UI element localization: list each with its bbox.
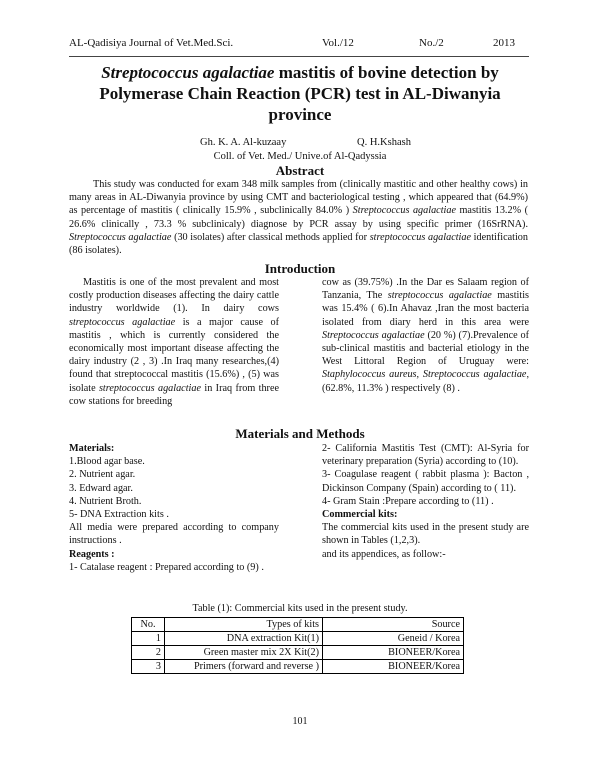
intro-right-4: , (62.8%, 11.3% ) respectively (8) . [322,369,529,394]
abstract-part2: mastitis 13.2% ( 26.6% clinically , 73.3 % subclinicaly) diagnose by PCR assay by using specific primer (16SrRNA). [69,205,528,230]
commercial-kits-heading: Commercial kits: [322,509,398,521]
intro-left-2: is a major cause of mastitis , which is currently considered the economically most important disease affecting the dairy industry (2 , 3) .In Iraq many researches,(4) found that streptococcal mastitis (15.6%) , (5) was isolate [69,316,279,394]
page-number: 101 [292,716,308,727]
table-row [132,632,464,646]
journal-name: AL-Qadisiya Journal of Vet.Med.Sci. [69,37,234,49]
table-row [132,660,464,674]
intro-left-species-1: streptococcus agalactiae [69,316,176,328]
abstract-heading: Abstract [275,163,325,178]
author-first: Gh. K. A. Al-kuzaay [200,137,287,148]
header-rule [69,56,529,57]
col-header-no: No. [132,618,165,632]
material-item: 4. Nutrient Broth. [69,495,142,507]
col-header-source: Source [323,618,464,632]
col-header-type: Types of kits [165,618,323,632]
cell-no: 2 [132,646,165,660]
media-note: All media were prepared according to company instructions . [69,522,279,547]
material-item: 1.Blood agar base. [69,456,145,468]
cell-source: BIONEER/Korea [323,660,464,674]
abstract-species-1: Streptococcus agalactiae [352,205,456,217]
affiliation: Coll. of Vet. Med./ Unive.of Al-Qadyssia [213,151,387,162]
intro-left-1: Mastitis is one of the most prevalent and most costly production diseases affecting the dairy cattle industry worldwide (1). In dairy cows [69,277,279,315]
intro-left-species-2: streptococcus agalactiae [98,382,201,394]
table-header-row [132,618,464,632]
cell-no: 1 [132,632,165,646]
reagent-cmt: 2- California Mastitis Test (CMT): Al-Syria for veterinary preparation (Syria) according to (10). [322,443,529,468]
cell-source: Geneid / Korea [323,632,464,646]
methods-heading: Materials and Methods [235,426,365,441]
abstract-text [69,178,528,257]
intro-right-column [322,276,529,395]
commercial-kits-text-2: and its appendices, as follow:- [322,548,446,560]
reagent-catalase: 1- Catalase reagent : Prepared according to (9) . [69,561,264,573]
reagent-gram-stain: 4- Gram Stain :Prepare according to (11) . [322,495,494,507]
commercial-kits-table [131,617,464,674]
intro-right-2: mastitis was 15.4% ( 6).In Ahavaz ,Iran the most bacteria isolated from diary herd in this area were [322,290,529,328]
cell-type: DNA extraction Kit(1) [165,632,323,646]
methods-right-column [322,442,529,561]
paper-title [72,62,528,125]
table-caption: Table (1): Commercial kits used in the present study. [192,603,408,614]
material-item: 5- DNA Extraction kits . [69,509,169,521]
intro-right-species-1: streptococcus agalactiae [387,290,492,302]
commercial-kits-text: The commercial kits used in the present study are shown in Tables (1,2,3). [322,522,529,547]
cell-source: BIONEER/Korea [323,646,464,660]
intro-right-paragraph [322,276,529,395]
material-item: 2. Nutrient agar. [69,469,136,481]
reagent-coagulase: 3- Coagulase reagent ( rabbit plasma ): Bacton , Dickinson Company (Spain) according to ( 11). [322,469,529,494]
intro-right-3: (20 %) (7).Prevalence of sub-clinical mastitis and bacterial etiology in the West Littoral Region of Uruguay were: [322,329,529,368]
table-row [132,646,464,660]
abstract-part4: identification (86 isolates). [69,231,528,257]
cell-type: Primers (forward and reverse ) [165,660,323,674]
title-rest: mastitis of bovine detection by Polymerase Chain Reaction (PCR) test in AL-Diwanyia province [99,63,501,124]
intro-right-staph: Staphylococcus aureus, Streptococcus agalactiae [322,369,527,381]
volume: Vol./12 [322,37,354,49]
abstract-part3: (30 isolates) after classical methods applied for [171,231,370,243]
intro-left-column [69,276,279,408]
reagents-heading: Reagents : [69,548,115,560]
abstract-species-2: Streptococcus agalactiae [69,231,172,243]
issue-number: No./2 [419,37,444,49]
abstract-species-3: streptococcus agalactiae [369,231,471,243]
title-species: Streptococcus agalactiae [101,63,275,82]
intro-left-paragraph [69,276,279,408]
intro-left-3: in Iraq from three cow stations for breeding [69,382,279,407]
materials-heading: Materials: [69,443,115,454]
material-item: 3. Edward agar. [69,482,133,494]
intro-right-species-2: Streptococcus agalactiae [322,329,425,341]
methods-left-column [69,442,279,574]
introduction-heading: Introduction [264,261,336,276]
intro-right-1: cow as (39.75%) .In the Dar es Salaam region of Tanzania, The [322,277,529,302]
cell-type: Green master mix 2X Kit(2) [165,646,323,660]
cell-no: 3 [132,660,165,674]
author-second: Q. H.Kshash [357,137,411,148]
year: 2013 [493,37,515,49]
abstract-part1: This study was conducted for exam 348 milk samples from (clinically mastitic and other healthy cows) in many areas in AL-Diwanyia province by using CMT and bacteriological testing , which appeared that (64.9%) as percentage of mastitis ( clinically 15.9% , subclinically 84.0% ) [69,179,528,217]
